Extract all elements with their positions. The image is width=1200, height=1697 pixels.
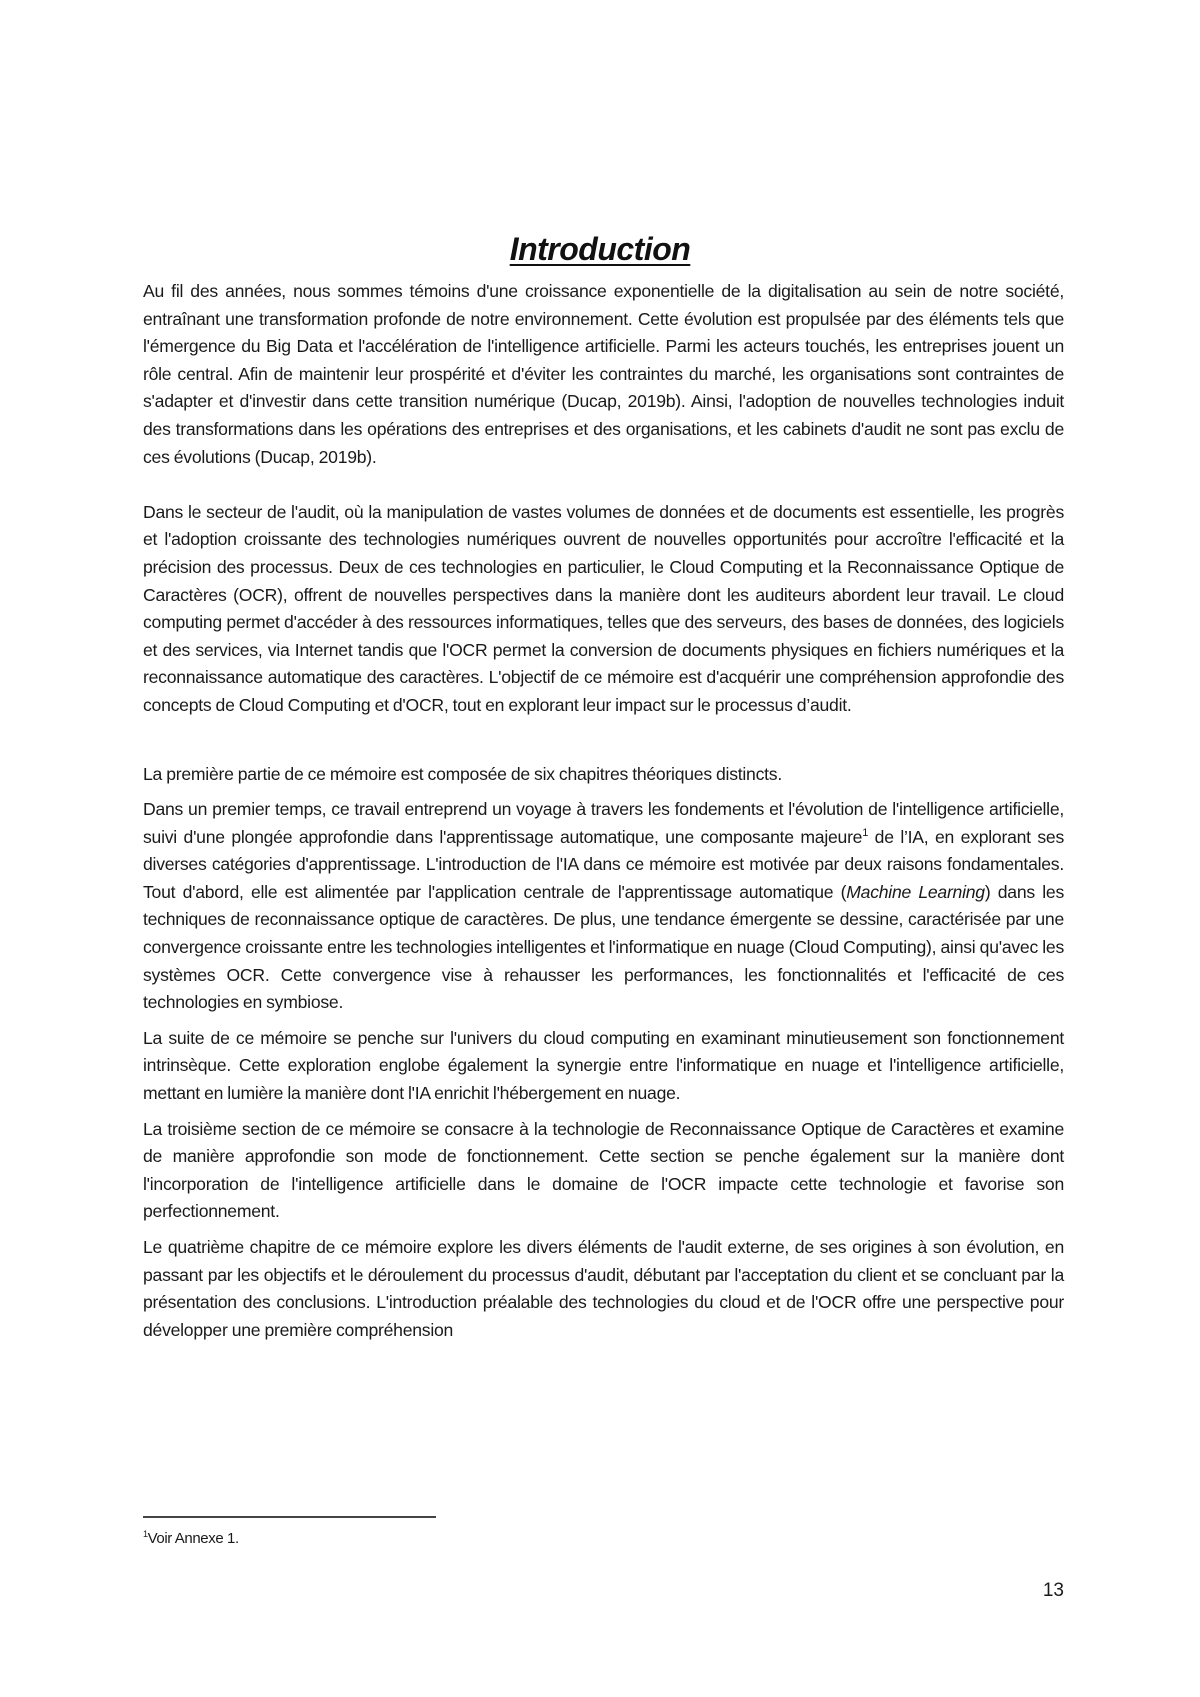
footnote-separator xyxy=(143,1516,436,1518)
page-title: Introduction xyxy=(509,231,691,268)
paragraph-audit-chapter: Le quatrième chapitre de ce mémoire explore les divers éléments de l'audit externe, de ses origines à son évolution, en passant par les objectifs et le déroulement du processus d'audit, débutant par l'acceptation du client et se concluant par la présentation des conclusions. L'introduction préalable des technologies du cloud et de l'OCR offre une perspective pour développer une première compréhension xyxy=(143,1237,1064,1340)
paragraph-ai-italic-term: Machine Learning xyxy=(846,881,985,902)
paragraph-ai-text-1: Dans un premier temps, ce travail entreprend un voyage à travers les fondements et l'évolution de l'intelligence artificielle, suivi d'une plongée approfondie dans l'apprentissage automatique, une composante majeure xyxy=(143,799,1064,847)
footnote-text: Voir Annexe 1. xyxy=(147,1530,239,1547)
paragraph-cloud-chapter: La suite de ce mémoire se penche sur l'univers du cloud computing en examinant minutieusement son fonctionnement intrinsèque. Cette exploration englobe également la synergie entre l'informatique en nuage et l'intelligence artificielle, mettant en lumière la manière dont l'IA enrichit l'hébergement en nuage. xyxy=(143,1027,1064,1104)
page-number: 13 xyxy=(1042,1580,1064,1601)
footnote xyxy=(143,1530,239,1547)
footnote-number: 1 xyxy=(143,1529,148,1539)
paragraph-audit-sector: Dans le secteur de l'audit, où la manipulation de vastes volumes de données et de documents est essentielle, les progrès et l'adoption croissante des technologies numériques ouvrent de nouvelles opportunités pour accroître l'efficacité et la précision des processus. Deux de ces technologies en particulier, le Cloud Computing et la Reconnaissance Optique de Caractères (OCR), offrent de nouvelles perspectives dans la manière dont les auditeurs abordent leur travail. Le cloud computing permet d'accéder à des ressources informatiques, telles que des serveurs, des bases de données, des logiciels et des services, via Internet tandis que l'OCR permet la conversion de documents physiques en fichiers numériques et la reconnaissance automatique des caractères. L'objectif de ce mémoire est d'acquérir une compréhension approfondie des concepts de Cloud Computing et d'OCR, tout en explorant leur impact sur le processus d’audit. xyxy=(143,501,1064,715)
paragraph-first-part: La première partie de ce mémoire est composée de six chapitres théoriques distincts. xyxy=(143,763,782,784)
paragraph-ocr-chapter: La troisième section de ce mémoire se consacre à la technologie de Reconnaissance Optique de Caractères et examine de manière approfondie son mode de fonctionnement. Cette section se penche également sur la manière dont l'incorporation de l'intelligence artificielle dans le domaine de l'OCR impacte cette technologie et favorise son perfectionnement. xyxy=(143,1118,1064,1222)
paragraph-ai-text-3: ) dans les techniques de reconnaissance optique de caractères. De plus, une tendance émergente se dessine, caractérisée par une convergence croissante entre les technologies intelligentes et l'informatique en nuage (Cloud Computing), ainsi qu'avec les systèmes OCR. Cette convergence vise à rehausser les performances, les fonctionnalités et l'efficacité de ces technologies en symbiose. xyxy=(143,881,1064,1013)
footnote-reference[interactable]: 1 xyxy=(862,826,869,839)
body-text xyxy=(143,278,1064,1344)
paragraph-intro: Au fil des années, nous sommes témoins d'une croissance exponentielle de la digitalisation au sein de notre société, entraînant une transformation profonde de notre environnement. Cette évolution est propulsée par des éléments tels que l'émergence du Big Data et l'accélération de l'intelligence artificielle. Parmi les acteurs touchés, les entreprises jouent un rôle central. Afin de maintenir leur prospérité et d'éviter les contraintes du marché, les organisations sont contraintes de s'adapter et d'investir dans cette transition numérique (Ducap, 2019b). Ainsi, l'adoption de nouvelles technologies induit des transformations dans les opérations des entreprises et des organisations, et les cabinets d'audit ne sont pas exclu de ces évolutions (Ducap, 2019b). xyxy=(143,281,1064,467)
paragraph-ai-text-2: de l’IA, en explorant ses diverses catégories d'apprentissage. L'introduction de l'IA dans ce mémoire est motivée par deux raisons fondamentales. Tout d'abord, elle est alimentée par l'application centrale de l'apprentissage automatique ( xyxy=(143,826,1065,902)
paragraph-ai-chapter xyxy=(143,796,1064,1017)
